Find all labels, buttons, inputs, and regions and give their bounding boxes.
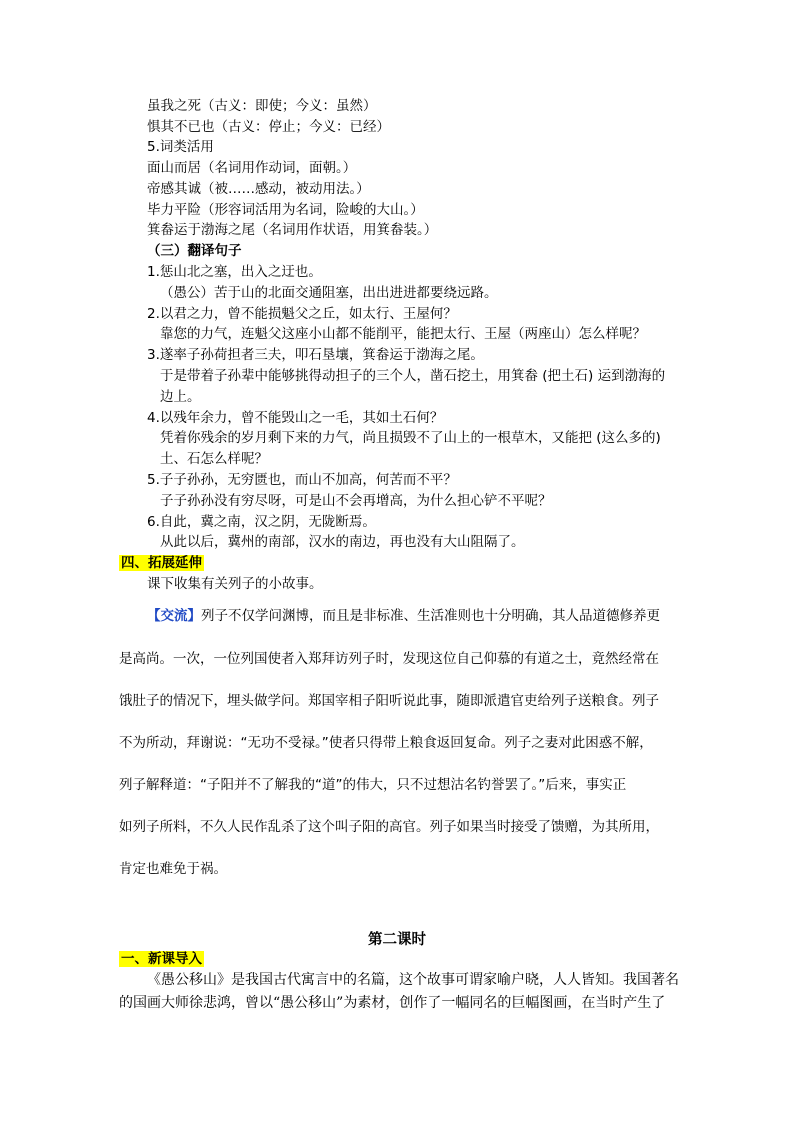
exchange-line-2: 是高尚。一次，一位列国使者入郑拜访列子时，发现这位自己仰慕的有道之士，竟然经常在 <box>119 651 659 667</box>
sentence-2: 2.以君之力，曾不能损魁父之丘，如太行、王屋何？ <box>147 306 457 322</box>
translation-2: 靠您的力气，连魁父这座小山都不能削平，能把太行、王屋（两座山）怎么样呢？ <box>160 326 646 342</box>
sentence-3: 3.遂率子孙荷担者三夫，叩石垦壤，箕畚运于渤海之尾。 <box>147 347 484 363</box>
sentence-6: 6.自此，冀之南，汉之阴，无陇断焉。 <box>147 514 376 530</box>
lesson-2-heading: 一、新课导入 <box>121 951 202 967</box>
sentence-5: 5.子子孙孙，无穷匮也，而山不加高，何苦而不平？ <box>147 472 457 488</box>
translation-1: （愚公）苦于山的北面交通阻塞，出出进进都要绕远路。 <box>160 285 498 301</box>
vocab-line-1: 虽我之死（古义：即使；今义：虽然） <box>147 98 377 114</box>
translation-5: 子子孙孙没有穷尽呀，可是山不会再增高，为什么担心铲不平呢？ <box>160 493 552 509</box>
exchange-label: 【交流】 <box>147 608 201 624</box>
vocab-item-2: 帝感其诚（被……感动，被动用法。） <box>147 181 370 197</box>
vocab-item-1: 面山而居（名词用作动词，面朝。） <box>147 160 357 176</box>
translate-heading: （三）翻译句子 <box>147 243 242 259</box>
exchange-text-1: 列子不仅学问渊博，而且是非标准、生活准则也十分明确，其人品道德修养更 <box>201 608 660 624</box>
exchange-line-1 <box>147 606 660 626</box>
vocab-line-2: 惧其不已也（古义：停止；今义：已经） <box>147 119 390 135</box>
vocab-section-5: 5.词类活用 <box>147 139 214 155</box>
translation-4a: 凭着你残余的岁月剩下来的力气，尚且损毁不了山上的一根草木，又能把 (这么多的) <box>160 430 661 446</box>
exchange-line-7: 肯定也难免于祸。 <box>119 861 227 877</box>
sentence-1: 1.惩山北之塞，出入之迂也。 <box>147 264 322 280</box>
lesson-2-para-2: 的国画大师徐悲鸿，曾以“愚公移山”为素材，创作了一幅同名的巨幅图画，在当时产生了 <box>119 995 666 1011</box>
translation-3a: 于是带着子孙辈中能够挑得动担子的三个人，凿石挖土，用箕畚 (把土石) 运到渤海的 <box>160 368 666 384</box>
extension-task: 课下收集有关列子的小故事。 <box>147 576 323 592</box>
exchange-line-4: 不为所动，拜谢说：“无功不受禄。”使者只得带上粮食返回复命。列子之妻对此困惑不解， <box>119 735 653 751</box>
extension-heading-wrap <box>119 553 204 573</box>
translation-4b: 土、石怎么样呢？ <box>160 451 268 467</box>
lesson-2-title: 第二课时 <box>368 932 426 948</box>
translation-3b: 边上。 <box>160 389 201 405</box>
vocab-item-3: 毕力平险（形容词活用为名词，险峻的大山。） <box>147 202 424 218</box>
exchange-line-6: 如列子所料，不久人民作乱杀了这个叫子阳的高官。列子如果当时接受了馈赠，为其所用， <box>119 819 659 835</box>
lesson-2-heading-wrap <box>119 949 204 969</box>
lesson-2-para-1: 《愚公移山》是我国古代寓言中的名篇，这个故事可谓家喻户晓，人人皆知。我国著名 <box>147 972 679 988</box>
translation-6: 从此以后，冀州的南部，汉水的南边，再也没有大山阻隔了。 <box>160 534 525 550</box>
exchange-line-3: 饿肚子的情况下，埋头做学问。郑国宰相子阳听说此事，随即派遣官吏给列子送粮食。列子 <box>119 693 659 709</box>
extension-heading: 四、拓展延伸 <box>121 555 202 571</box>
exchange-line-5: 列子解释道：“子阳并不了解我的“道”的伟大，只不过想沽名钓誉罢了。”后来，事实正 <box>119 777 627 793</box>
sentence-4: 4.以残年余力，曾不能毁山之一毛，其如土石何？ <box>147 410 444 426</box>
vocab-item-4: 箕畚运于渤海之尾（名词用作状语，用箕畚装。） <box>147 222 438 238</box>
